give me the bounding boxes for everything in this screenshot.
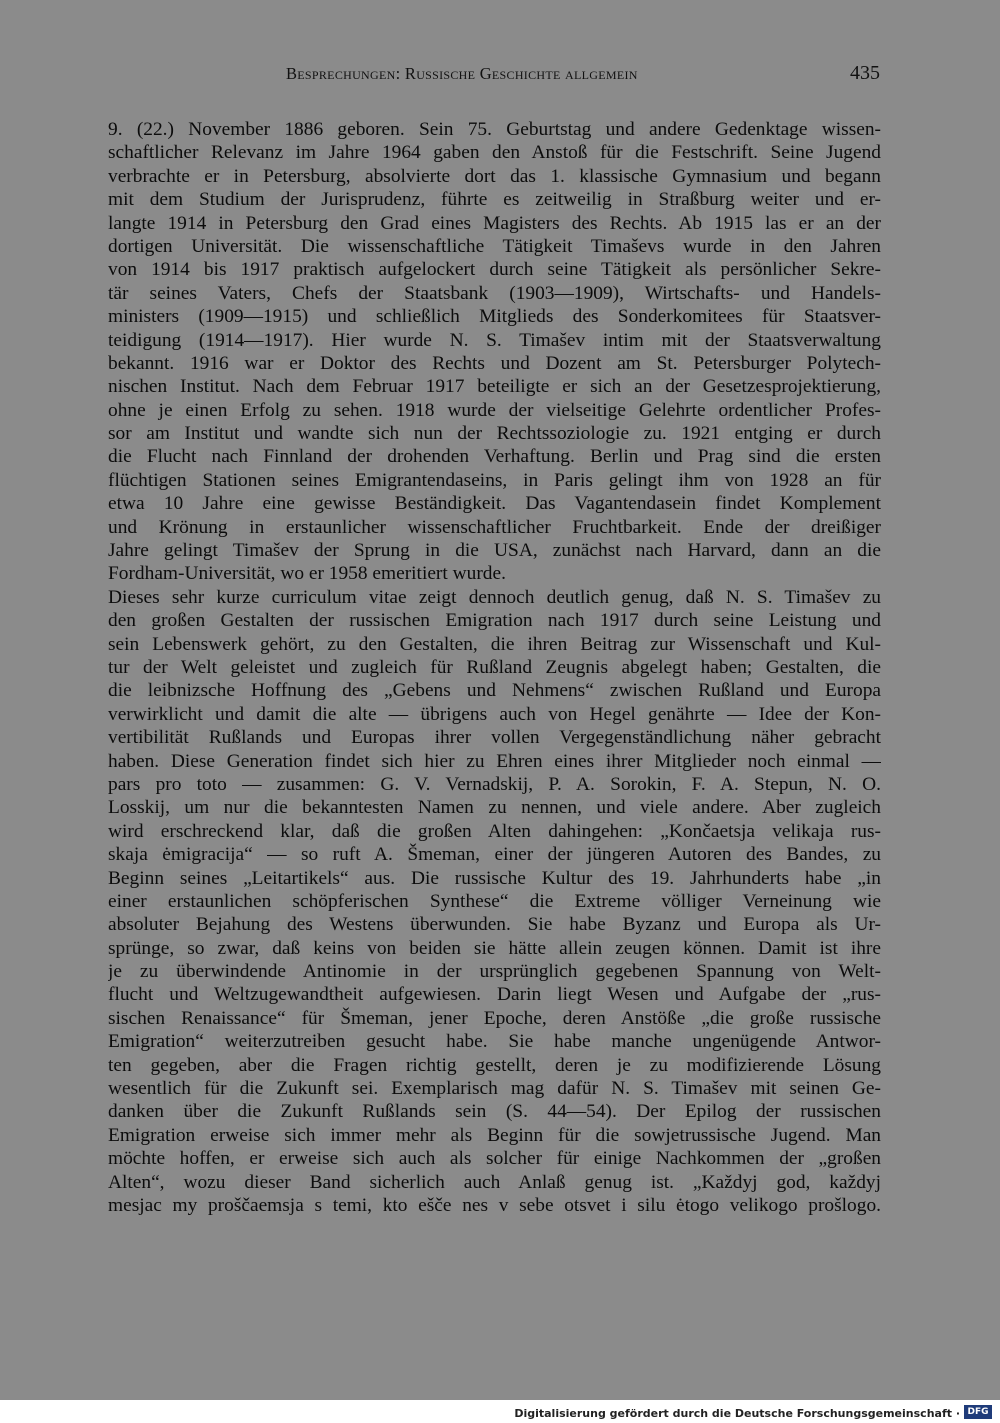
- body-line: bekannt. 1916 war er Doktor des Rechts und Dozent am St. Petersburger Polytech-: [108, 352, 881, 374]
- body-line: den großen Gestalten der russischen Emigration nach 1917 durch seine Leistung und: [108, 610, 881, 632]
- body-line: pars pro toto — zusammen: G. V. Vernadskij, P. A. Sorokin, F. A. Stepun, N. O.: [108, 773, 881, 795]
- footer-credit: Digitalisierung gefördert durch die Deutsche Forschungsgemeinschaft ·: [514, 1407, 960, 1420]
- body-line: Emigration“ weiterzutreiben gesucht habe. Sie habe manche ungenügende Antwor-: [108, 1031, 881, 1053]
- body-line: die Flucht nach Finnland der drohenden Verhaftung. Berlin und Prag sind die ersten: [108, 446, 881, 468]
- running-title: Besprechungen: Russische Geschichte allgemein: [286, 64, 638, 83]
- body-line: Losskij, um nur die bekanntesten Namen zu nennen, und viele andere. Aber zugleich: [108, 797, 881, 819]
- body-line: nischen Institut. Nach dem Februar 1917 beteiligte er sich an der Gesetzesprojektierung,: [108, 376, 881, 398]
- body-line: mesjac my proščaemsja s temi, kto ešče nes v sebe otsvet i silu ėtogo velikogo prošlogo.: [108, 1194, 881, 1216]
- body-line: tur der Welt geleistet und zugleich für Rußland Zeugnis abgelegt haben; Gestalten, die: [108, 656, 881, 678]
- body-line: vertibilität Rußlands und Europas ihrer vollen Vergegenständlichung näher gebracht: [108, 727, 881, 749]
- body-line: sischen Renaissance“ für Šmeman, jener Epoche, deren Anstöße „die große russische: [108, 1007, 881, 1029]
- body-line: etwa 10 Jahre eine gewisse Beständigkeit. Das Vagantendasein findet Komplement: [108, 493, 881, 515]
- body-line: absoluter Bejahung des Westens überwunden. Sie habe Byzanz und Europa als Ur-: [108, 914, 881, 936]
- body-line: ohne je einen Erfolg zu sehen. 1918 wurde der vielseitige Gelehrte ordentlicher Profes-: [108, 399, 881, 421]
- body-text: [108, 118, 881, 1241]
- body-line: sein Lebenswerk gehört, zu den Gestalten, die ihren Beitrag zur Wissenschaft und Kul-: [108, 633, 881, 655]
- body-line: verbrachte er in Petersburg, absolvierte dort das 1. klassische Gymnasium und begann: [108, 165, 881, 187]
- body-line: wird erschreckend klar, daß die großen Alten dahingehen: „Končaetsja velikaja rus-: [108, 820, 881, 842]
- body-line: ten gegeben, aber die Fragen richtig gestellt, deren je zu modifizierende Lösung: [108, 1054, 881, 1076]
- body-line: flucht und Weltzugewandtheit aufgewiesen. Darin liegt Wesen und Aufgabe der „rus-: [108, 984, 881, 1006]
- body-line: 9. (22.) November 1886 geboren. Sein 75. Geburtstag und andere Gedenktage wissen-: [108, 119, 881, 140]
- body-line: sor am Institut und wandte sich nun der Rechtssoziologie zu. 1921 entging er durch: [108, 423, 881, 445]
- body-line: wesentlich für die Zukunft sei. Exemplarisch mag dafür N. S. Timašev mit seinen Ge-: [108, 1078, 881, 1100]
- body-line: ministers (1909—1915) und schließlich Mitglieds des Sonderkomitees für Staatsver-: [108, 306, 881, 328]
- body-line: dortigen Universität. Die wissenschaftliche Tätigkeit Timaševs wurde in den Jahren: [108, 235, 881, 257]
- body-line: langte 1914 in Petersburg den Grad eines Magisters des Rechts. Ab 1915 las er an der: [108, 212, 881, 234]
- body-line: einer erstaunlichen schöpferischen Synthese“ die Extreme völliger Verneinung wie: [108, 890, 881, 912]
- body-line: teidigung (1914—1917). Hier wurde N. S. Timašev intim mit der Staatsverwaltung: [108, 329, 881, 351]
- body-line: skaja ėmigracija“ — so ruft A. Šmeman, einer der jüngeren Autoren des Bandes, zu: [108, 844, 881, 866]
- body-line: möchte hoffen, er erweise sich auch als solcher für einige Nachkommen der „großen: [108, 1148, 881, 1170]
- body-line: verwirklicht und damit die alte — übrigens auch von Hegel genährte — Idee der Kon-: [108, 703, 881, 725]
- paragraph-end-line: Fordham-Universität, wo er 1958 emeritiert wurde.: [108, 563, 506, 585]
- body-line: die leibnizsche Hoffnung des „Gebens und Nehmens“ zwischen Rußland und Europa: [108, 680, 881, 702]
- body-line: Dieses sehr kurze curriculum vitae zeigt dennoch deutlich genug, daß N. S. Timašev zu: [108, 586, 881, 608]
- body-line: mit dem Studium der Jurisprudenz, führte es zeitweilig in Straßburg weiter und er-: [108, 189, 881, 211]
- body-line: danken über die Zukunft Rußlands sein (S. 44—54). Der Epilog der russischen: [108, 1101, 881, 1123]
- body-line: je zu überwindende Antinomie in der ursprünglich gegebenen Spannung von Welt-: [108, 961, 881, 983]
- body-line: von 1914 bis 1917 praktisch aufgelockert durch seine Tätigkeit als persönlicher Sekre-: [108, 259, 881, 281]
- body-line: Jahre gelingt Timašev der Sprung in die USA, zunächst nach Harvard, dann an die: [108, 540, 881, 562]
- body-line: flüchtigen Stationen seines Emigrantendaseins, in Paris gelingt ihm von 1928 an für: [108, 469, 881, 491]
- body-line: Alten“, wozu dieser Band sicherlich auch Anlaß genug ist. „Každyj god, každyj: [108, 1171, 881, 1193]
- body-line: und Krönung in erstaunlicher wissenschaftlicher Fruchtbarkeit. Ende der dreißiger: [108, 516, 881, 538]
- body-line: schaftlicher Relevanz im Jahre 1964 gaben den Anstoß für die Festschrift. Seine Jugend: [108, 142, 881, 164]
- dfg-logo-icon[interactable]: DFG: [964, 1405, 992, 1419]
- body-line: Emigration erweise sich immer mehr als Beginn für die sowjetrussische Jugend. Man: [108, 1124, 881, 1146]
- footer-bar: [0, 1400, 1000, 1423]
- body-line: [108, 1217, 881, 1240]
- body-line: Beginn seines „Leitartikels“ aus. Die russische Kultur des 19. Jahrhunderts habe „in: [108, 867, 881, 889]
- page-number: 435: [850, 62, 880, 84]
- body-line: haben. Diese Generation findet sich hier zu Ehren eines ihrer Mitglieder noch einmal —: [108, 750, 881, 772]
- body-line: sprünge, so zwar, daß keins von beiden sie hätte allein zeugen können. Damit ist ihre: [108, 937, 881, 959]
- body-line: tär seines Vaters, Chefs der Staatsbank (1903—1909), Wirtschafts- und Handels-: [108, 282, 881, 304]
